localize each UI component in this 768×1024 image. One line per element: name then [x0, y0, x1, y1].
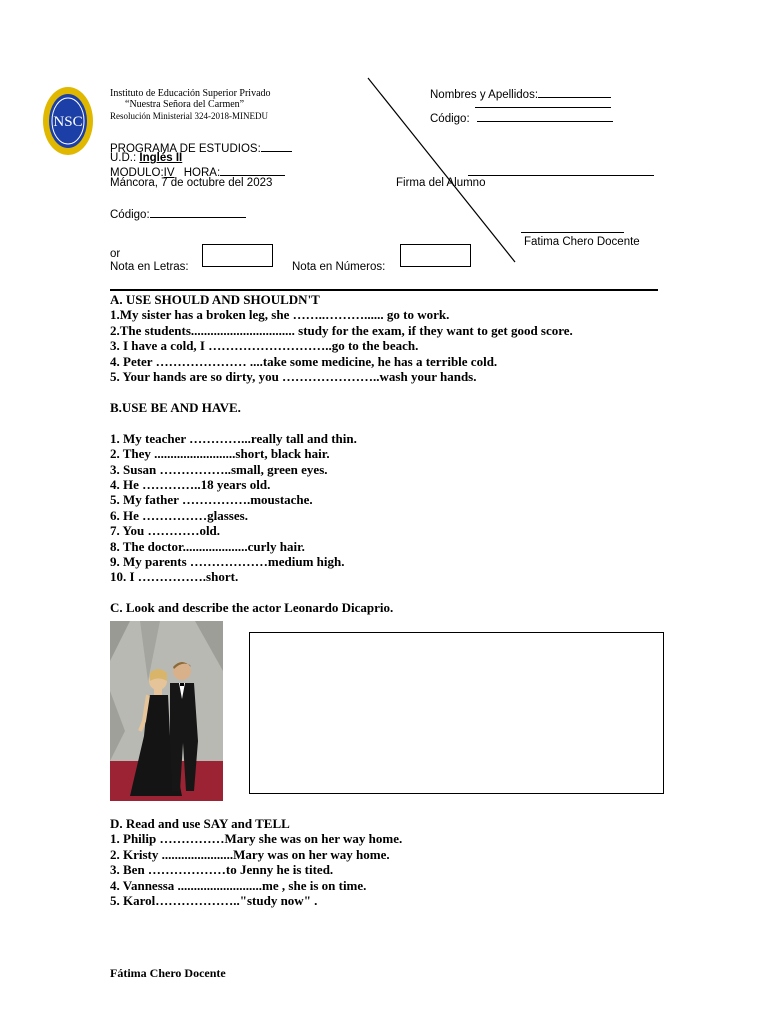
actor-photo	[110, 621, 223, 801]
section-a-item: 3. I have a cold, I ………………………..go to the beach.	[110, 338, 419, 354]
or-text: or	[110, 248, 121, 260]
section-a-item: 5. Your hands are so dirty, you …………………..wash your hands.	[110, 369, 477, 385]
module-label: MODULO:	[110, 167, 164, 179]
section-b-item: 1. My teacher …………...really tall and thin.	[110, 430, 357, 446]
section-a	[110, 292, 573, 384]
logo-text: NSC	[53, 114, 83, 130]
footer-author: Fátima Chero Docente	[110, 966, 226, 980]
code-label-left: Código:	[110, 209, 150, 221]
section-a-item: 4. Peter ………………… ....take some medicine, he has a terrible cold.	[110, 353, 498, 369]
section-b-item: 2. They .........................short, black hair.	[110, 446, 330, 462]
module-value: IV	[163, 167, 175, 179]
section-b-item: 7. You …………old.	[110, 523, 221, 539]
section-d-item: 1. Philip ……………Mary she was on her way home.	[110, 831, 403, 847]
teacher-signature-line	[521, 232, 624, 233]
section-b-item: 9. My parents ………………medium high.	[110, 554, 345, 570]
institute-name-line1: Instituto de Educación Superior Privado	[110, 88, 271, 99]
description-answer-box[interactable]	[249, 632, 664, 794]
section-d-title: D. Read and use SAY and TELL	[110, 816, 290, 831]
section-a-item: 2.The students................................ study for the exam, if they want to get good score.	[110, 322, 573, 338]
section-a-item: 1.My sister has a broken leg, she ……..………...... go to work.	[110, 307, 450, 323]
section-b-item: 3. Susan ……………..small, green eyes.	[110, 461, 328, 477]
grade-letters-box[interactable]	[202, 244, 273, 267]
names-label: Nombres y Apellidos:	[430, 89, 539, 101]
section-d-item: 5. Karol……………….."study now" .	[110, 893, 318, 909]
ud-label: U.D.:	[110, 152, 137, 164]
section-b-title: B.USE BE AND HAVE.	[110, 400, 241, 415]
header-divider	[110, 289, 658, 291]
section-b-spacer	[110, 415, 357, 430]
institute-logo-icon	[42, 86, 94, 156]
institute-resolution: Resolución Ministerial 324-2018-MINEDU	[110, 111, 268, 121]
student-signature-label: Firma del Alumno	[396, 177, 486, 189]
place-date: Máncora, 7 de octubre del 2023	[110, 177, 273, 189]
grade-letters-label: Nota en Letras:	[110, 261, 189, 273]
names-line	[538, 86, 611, 98]
hour-label: HORA:	[183, 167, 221, 179]
code-field-left[interactable]	[110, 206, 246, 222]
section-b-item: 10. I …………….short.	[110, 569, 239, 585]
teacher-signature-label: Fatima Chero Docente	[524, 236, 640, 248]
program-line	[261, 140, 292, 152]
section-d-item: 4. Vannessa ..........................me , she is on time.	[110, 877, 367, 893]
section-a-title: A. USE SHOULD AND SHOULDN'T	[110, 292, 320, 307]
section-d	[110, 816, 402, 908]
section-b-item: 4. He …………..18 years old.	[110, 477, 271, 493]
institute-name-line2: “Nuestra Señora del Carmen”	[125, 99, 245, 110]
section-d-item: 3. Ben ………………to Jenny he is tited.	[110, 862, 334, 878]
hour-line[interactable]	[220, 164, 285, 176]
section-b-item: 6. He ……………glasses.	[110, 507, 248, 523]
section-b-item: 8. The doctor....................curly hair.	[110, 538, 305, 554]
code-line-left	[150, 206, 246, 218]
code-label-right: Código:	[430, 113, 470, 125]
grade-numbers-label: Nota en Números:	[292, 261, 386, 273]
section-b	[110, 400, 357, 585]
section-b-item: 5. My father …………….moustache.	[110, 492, 313, 508]
program-label: PROGRAMA DE ESTUDIOS:	[110, 143, 261, 155]
grade-numbers-box[interactable]	[400, 244, 471, 267]
section-d-item: 2. Kristy ......................Mary was on her way home.	[110, 846, 390, 862]
section-c-title: C. Look and describe the actor Leonardo Dicaprio.	[110, 600, 394, 615]
ud-value: Inglés II	[139, 152, 183, 164]
student-signature-line	[468, 175, 654, 176]
diagonal-divider	[360, 75, 525, 270]
